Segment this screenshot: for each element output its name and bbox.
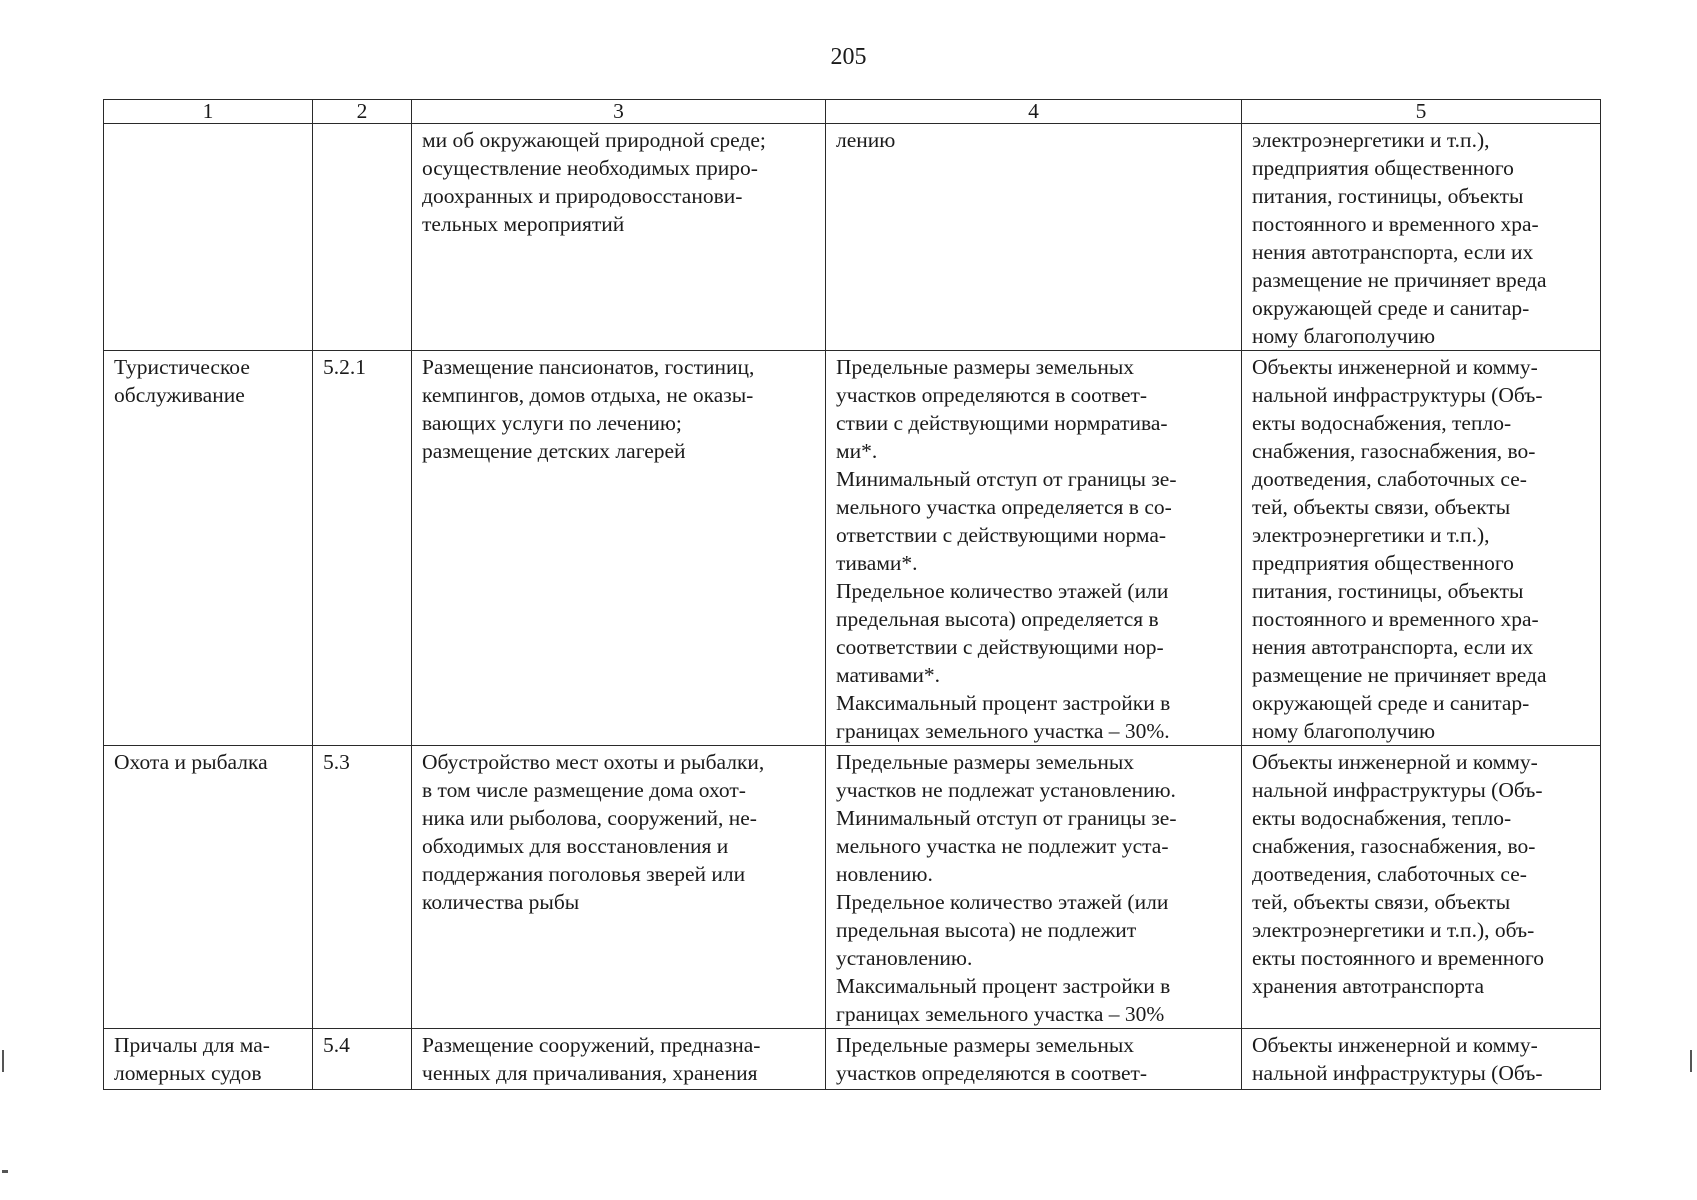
cell-name: Причалы для ма- ломерных судов — [104, 1029, 313, 1090]
cell-auxiliary-uses: Объекты инженерной и комму- нальной инфраструктуры (Объ- — [1242, 1029, 1601, 1090]
header-col-3: 3 — [412, 100, 826, 124]
table-row — [104, 124, 1601, 351]
table-row — [104, 746, 1601, 1029]
cell-description: Размещение пансионатов, гостиниц, кемпингов, домов отдыха, не оказы- вающих услуги по лечению; размещение детских лагерей — [412, 351, 826, 746]
cell-parameters: Предельные размеры земельных участков не подлежат установлению. Минимальный отступ от границы зе- мельного участка не подлежит уста- новлению. Предельное количество этажей (или предельная высота) не подлежит установлению. Максимальный процент застройки в границах земельного участка – 30% — [826, 746, 1242, 1029]
cell-description: Обустройство мест охоты и рыбалки, в том числе размещение дома охот- ника или рыболова, сооружений, не- обходимых для восстановления и поддержания поголовья зверей или количества рыбы — [412, 746, 826, 1029]
zoning-table — [103, 99, 1601, 1090]
cell-auxiliary-uses: Объекты инженерной и комму- нальной инфраструктуры (Объ- екты водоснабжения, тепло- снабжения, газоснабжения, во- доотведения, слаботочных се- тей, объекты связи, объекты электроэнергетики и т.п.), предприятия общественного питания, гостиницы, объекты постоянного и временного хра- нения автотранспорта, если их размещение не причиняет вреда окружающей среде и санитар- ному благополучию — [1242, 351, 1601, 746]
cell-code: 5.3 — [313, 746, 412, 1029]
cell-description: Размещение сооружений, предназна- ченных для причаливания, хранения — [412, 1029, 826, 1090]
header-col-5: 5 — [1242, 100, 1601, 124]
scan-margin-mark — [2, 1170, 8, 1173]
header-col-2: 2 — [313, 100, 412, 124]
header-col-1: 1 — [104, 100, 313, 124]
table-row — [104, 351, 1601, 746]
cell-name — [104, 124, 313, 351]
scan-margin-mark — [1690, 1050, 1692, 1072]
cell-auxiliary-uses: электроэнергетики и т.п.), предприятия общественного питания, гостиницы, объекты постоянного и временного хра- нения автотранспорта, если их размещение не причиняет вреда окружающей среде и санитар- ному благополучию — [1242, 124, 1601, 351]
cell-auxiliary-uses: Объекты инженерной и комму- нальной инфраструктуры (Объ- екты водоснабжения, тепло- снабжения, газоснабжения, во- доотведения, слаботочных се- тей, объекты связи, объекты электроэнергетики и т.п.), объ- екты постоянного и временного хранения автотранспорта — [1242, 746, 1601, 1029]
cell-code — [313, 124, 412, 351]
cell-parameters: Предельные размеры земельных участков определяются в соответ- — [826, 1029, 1242, 1090]
table-row — [104, 1029, 1601, 1090]
cell-name: Туристическое обслуживание — [104, 351, 313, 746]
cell-parameters: лению — [826, 124, 1242, 351]
cell-parameters: Предельные размеры земельных участков определяются в соответ- ствии с действующими нормратива- ми*. Минимальный отступ от границы зе- мельного участка определяется в со- ответствии с действующими норма- тивами*. Предельное количество этажей (или предельная высота) определяется в соответствии с действующими нор- мативами*. Максимальный процент застройки в границах земельного участка – 30%. — [826, 351, 1242, 746]
header-row — [104, 100, 1601, 124]
cell-code: 5.4 — [313, 1029, 412, 1090]
header-col-4: 4 — [826, 100, 1242, 124]
page-number: 205 — [830, 44, 867, 70]
cell-description: ми об окружающей природной среде; осуществление необходимых приро- доохранных и природовосстанови- тельных мероприятий — [412, 124, 826, 351]
cell-name: Охота и рыбалка — [104, 746, 313, 1029]
scan-margin-mark — [2, 1050, 4, 1072]
cell-code: 5.2.1 — [313, 351, 412, 746]
